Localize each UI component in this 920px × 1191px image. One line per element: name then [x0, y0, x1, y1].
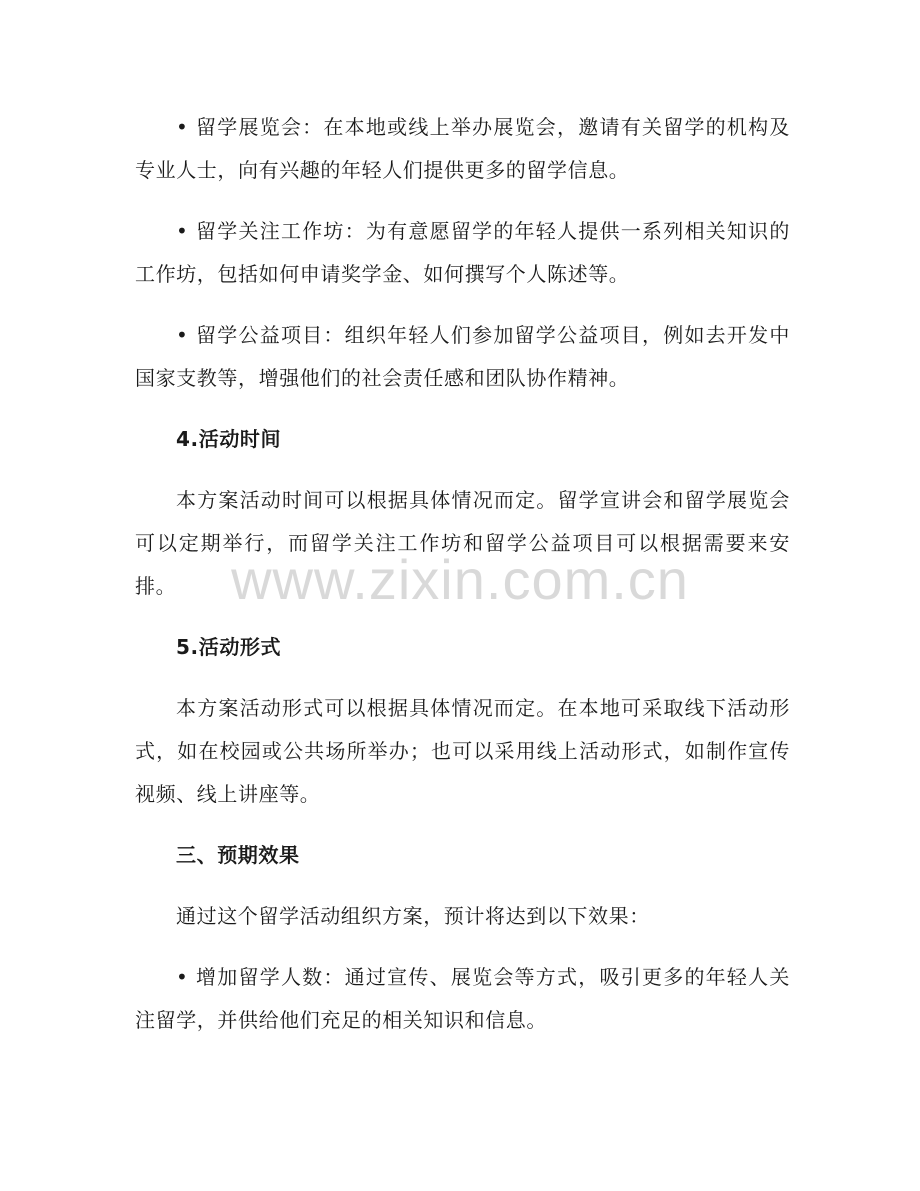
- bullet-paragraph: • 留学展览会：在本地或线上举办展览会，邀请有关留学的机构及专业人士，向有兴趣的年轻人们提供更多的留学信息。: [135, 115, 790, 182]
- document-body: [135, 106, 790, 1060]
- section-heading: 4.活动时间: [176, 427, 282, 451]
- body-paragraph: 本方案活动形式可以根据具体情况而定。在本地可采取线下活动形式，如在校园或公共场所举办；也可以采用线上活动形式，如制作宣传视频、线上讲座等。: [135, 696, 790, 806]
- bullet-paragraph: • 留学公益项目：组织年轻人们参加留学公益项目，例如去开发中国家支教等，增强他们的社会责任感和团队协作精神。: [135, 323, 790, 390]
- section-heading: 三、预期效果: [176, 843, 300, 867]
- body-paragraph: 通过这个留学活动组织方案，预计将达到以下效果：: [176, 904, 650, 928]
- watermark: www.zixin.com.cn: [231, 548, 689, 611]
- section-heading: 5.活动形式: [176, 635, 282, 659]
- bullet-paragraph: • 留学关注工作坊：为有意愿留学的年轻人提供一系列相关知识的工作坊，包括如何申请奖学金、如何撰写个人陈述等。: [135, 219, 790, 286]
- body-paragraph: 本方案活动时间可以根据具体情况而定。留学宣讲会和留学展览会可以定期举行，而留学关注工作坊和留学公益项目可以根据需要来安排。: [135, 488, 790, 598]
- bullet-paragraph: • 增加留学人数：通过宣传、展览会等方式，吸引更多的年轻人关注留学，并供给他们充足的相关知识和信息。: [135, 965, 790, 1032]
